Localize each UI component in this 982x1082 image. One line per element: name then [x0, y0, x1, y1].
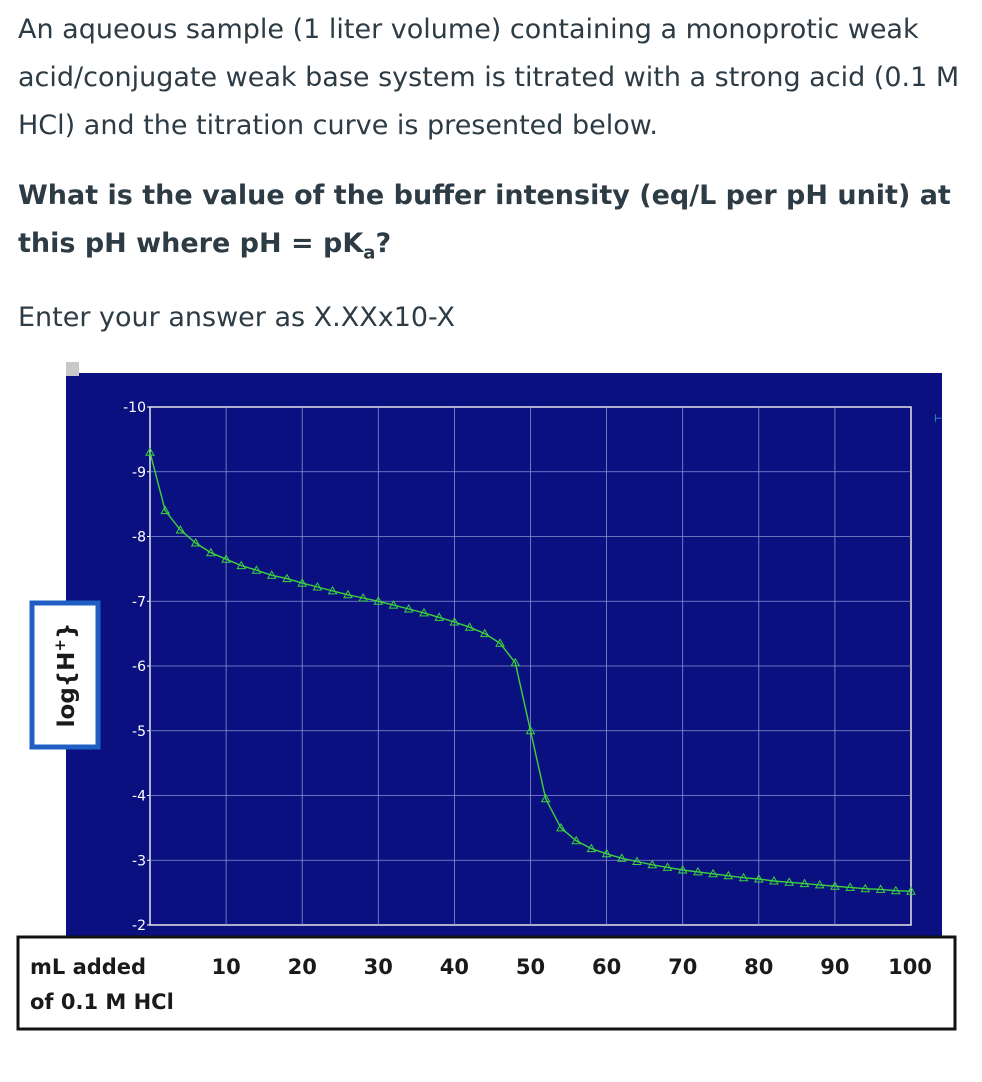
y-tick-label: -5 [132, 723, 146, 740]
question-intro: An aqueous sample (1 liter volume) containing a monoprotic weak acid/conjugate weak base system is titrated with a strong acid (0.1 M HCl) and the titration curve is presented below. [18, 14, 960, 141]
titration-chart [0, 355, 982, 1082]
x-tick-label: 70 [668, 955, 698, 979]
x-tick-label: 10 [211, 955, 241, 979]
y-axis-label-main: log{H [54, 651, 80, 728]
question-prompt-subscript: a [363, 242, 376, 264]
question-prompt [18, 172, 968, 277]
y-tick-label: -4 [132, 788, 146, 805]
y-tick-label: -9 [132, 464, 146, 481]
x-tick-label: 20 [287, 955, 317, 979]
x-tick-label: 40 [439, 955, 470, 979]
x-tick-label: 50 [515, 955, 546, 979]
y-tick-label: -7 [132, 594, 146, 611]
plot-panel [66, 373, 942, 938]
y-tick-label: -3 [132, 853, 146, 870]
x-axis-label-line2: of 0.1 M HCl [30, 990, 174, 1014]
question-prompt-end: ? [375, 228, 392, 259]
x-tick-label: 30 [363, 955, 393, 979]
x-tick-label: 80 [744, 955, 774, 979]
x-tick-label: 100 [888, 955, 932, 979]
y-axis-label-sup: + [51, 639, 69, 652]
x-tick-label: 60 [591, 955, 622, 979]
edge-tick-mark: ⊢ [934, 412, 944, 425]
x-axis-label-line1: mL added [30, 955, 147, 979]
y-axis-label [51, 623, 80, 728]
panel-corner-marker [66, 362, 79, 376]
x-tick-label: 90 [820, 955, 850, 979]
x-axis-label-box [18, 937, 955, 1029]
y-tick-label: -10 [123, 400, 146, 416]
y-tick-label: -2 [132, 918, 146, 934]
y-tick-label: -6 [132, 659, 146, 675]
question-prompt-text: What is the value of the buffer intensity (eq/L per pH unit) at this pH where pH = pK [18, 180, 951, 259]
y-tick-label: -8 [132, 529, 146, 546]
answer-instruction: Enter your answer as X.XXx10-X [18, 302, 455, 333]
y-axis-label-box [32, 603, 98, 747]
y-axis-label-end: } [54, 622, 80, 640]
